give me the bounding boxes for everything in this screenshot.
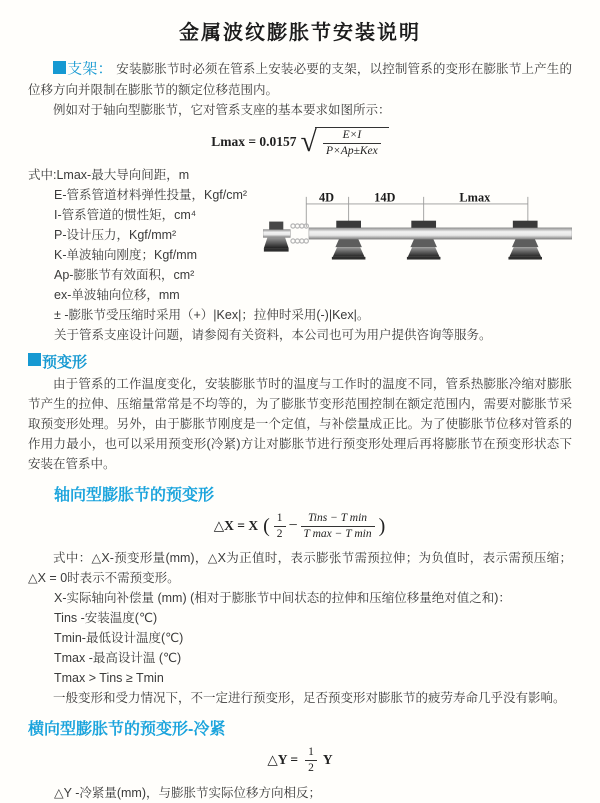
fraction-numerator: 1 — [274, 512, 286, 527]
fraction-denominator: 2 — [276, 527, 283, 540]
lmax-formula-denominator: P×Ap±Kex — [326, 144, 378, 157]
bellows — [291, 224, 308, 243]
lmax-formula — [28, 127, 572, 158]
predeform-label: 预变形 — [42, 353, 88, 371]
lateral-subheading: 横向型膨胀节的预变形-冷紧 — [28, 720, 226, 738]
predeform-heading — [28, 351, 572, 372]
consulting-note: 关于管系支座设计问题，请参阅有关资料，本公司也可为用户提供咨询等服务。 — [54, 327, 492, 342]
support-section-lead — [28, 59, 572, 100]
axial-subheading: 轴向型膨胀节的预变形 — [54, 486, 215, 504]
axial-line: X-实际轴向补偿量 (mm) (相对于膨胀节中间状态的拉伸和压缩位移量绝对值之和)： — [54, 590, 511, 605]
definitions-list — [28, 165, 263, 305]
definition-item: E-管系管道材料弹性投量，Kgf/cm² — [54, 187, 248, 202]
support-section-label: 支架： — [67, 60, 113, 78]
section-square-icon — [28, 353, 41, 366]
definition-item: Ap-膨胀节有效面积，cm² — [54, 267, 195, 282]
cold-tighten-note: △Y -冷紧量(mm)，与膨胀节实际位移方向相反； — [54, 785, 322, 800]
definitions-intro: 式中:Lmax-最大导向间距，m — [28, 167, 190, 182]
axial-formula — [28, 512, 572, 541]
pipe-supports — [332, 220, 542, 259]
lmax-formula-lhs: Lmax = 0.0157 — [211, 134, 297, 150]
axial-line: Tmax > Tins ≥ Tmin — [54, 670, 164, 685]
definition-item: ex-单波轴向位移，mm — [54, 287, 180, 302]
support-spacing-diagram — [263, 191, 572, 291]
axial-line: Tmax -最高设计温 (℃) — [54, 650, 182, 665]
lateral-formula-lhs: △Y = — [267, 752, 299, 768]
minus-sign: − — [288, 517, 298, 535]
axial-line: 一般变形和受力情况下，不一定进行预变形，足否预变形对膨胀节的疲劳寿命几乎没有影响。 — [53, 690, 566, 705]
support-example-text: 例如对于轴向型膨胀节，它对管系支座的基本要求如图所示： — [53, 102, 391, 117]
half-fraction — [274, 512, 286, 541]
axial-line: 式中：△X-预变形量(mm)，△X为正值时，表示膨张节需预拉伸；为负值时，表示需预压缩；△X = 0时表示不需预变形。 — [28, 550, 572, 585]
fraction-denominator: 2 — [308, 761, 314, 774]
definitions-and-diagram — [28, 165, 572, 305]
lateral-formula-rhs: Y — [322, 752, 333, 768]
lateral-formula — [28, 746, 572, 775]
half-fraction — [305, 746, 317, 775]
page-title: 金属波纹膨胀节安装说明 — [179, 22, 421, 44]
radical-sign-icon: √ — [300, 125, 318, 159]
axial-formula-lhs: △X = X — [213, 518, 259, 534]
pipe — [309, 227, 572, 238]
support-lead-text: 安装膨胀节时必须在管系上安装必要的支架，以控制管系的变形在膨胀节上产生的位移方向并限制在膨胀节的额定位移范围内。 — [28, 62, 572, 97]
open-paren: ( — [263, 515, 270, 538]
close-paren: ) — [378, 515, 386, 538]
fraction-numerator: Tins − T min — [301, 512, 375, 527]
definition-item: P-设计压力，Kgf/mm² — [54, 227, 177, 242]
dim-label-14d: 14D — [374, 190, 396, 204]
predeform-paragraph: 由于管系的工作温度变化，安装膨胀节时的温度与工作时的温度不同，管系热膨胀冷缩对膨胀节产生的拉伸、压缩量常常是不均等的，为了膨胀节变形范围控制在额定范围内，需要对膨胀节采取预变形处理。另外，由于膨胀节刚度是一个定值，与补偿量成正比。为了使膨胀节位移对管系的作用力最小，也可以采用预变形(冷紧)方让对膨胀节进行预变形处理后再将膨胀节在预变形状态下安装在管系中。 — [28, 376, 572, 471]
fraction-denominator: T max − T min — [303, 527, 372, 540]
diagram-container — [263, 165, 572, 296]
plus-minus-note: ± -膨胀节受压缩时采用（+）|Kex|；拉伸时采用(-)|Kex|。 — [54, 307, 370, 322]
axial-line: Tins -安装温度(℃) — [54, 610, 158, 625]
dim-label-4d: 4D — [319, 190, 335, 204]
definition-item: I-管系管道的惯性矩，cm⁴ — [54, 207, 197, 222]
temperature-fraction — [301, 512, 375, 541]
dim-label-lmax: Lmax — [459, 190, 491, 204]
anchor-support — [263, 221, 290, 251]
definition-item: K-单波轴向刚度；Kgf/mm — [54, 247, 198, 262]
sqrt-radical — [301, 127, 389, 158]
axial-line: Tmin-最低设计温度(℃) — [54, 630, 184, 645]
fraction-numerator: 1 — [305, 746, 317, 761]
lmax-formula-numerator: E×I — [323, 129, 381, 144]
section-square-icon — [53, 61, 66, 74]
